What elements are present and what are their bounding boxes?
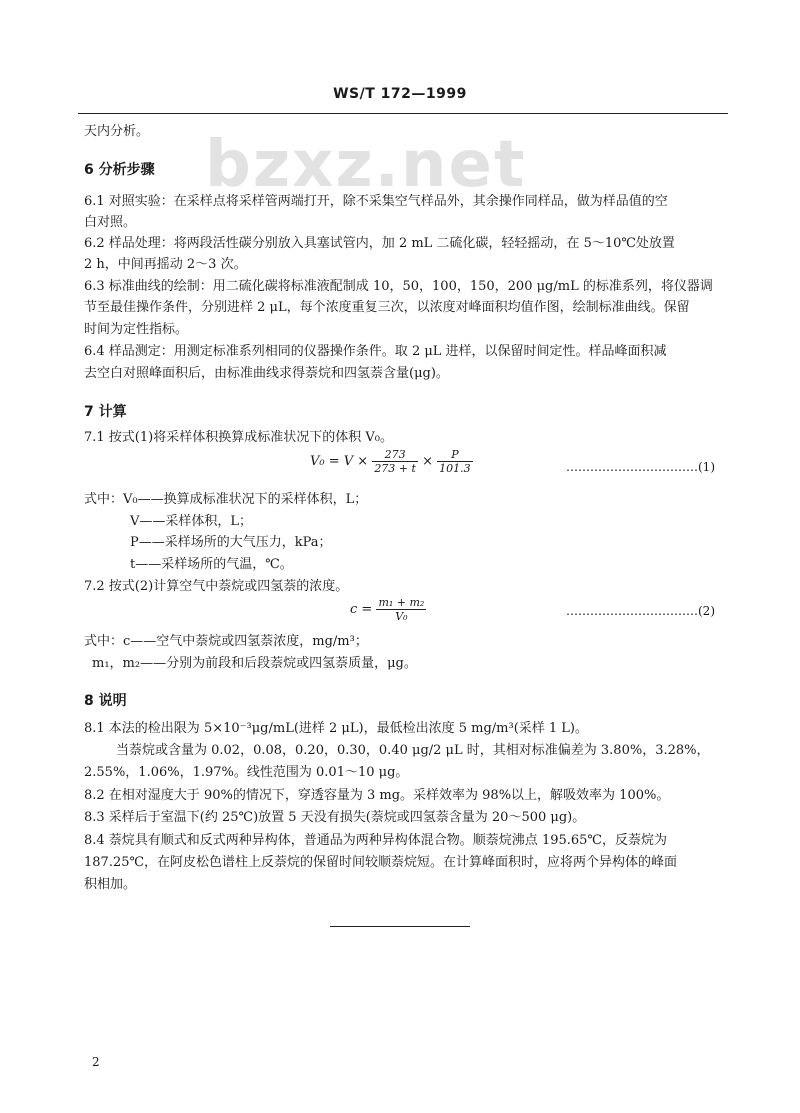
header-rule	[78, 113, 728, 114]
text-line: m₁，m₂——分别为前段和后段萘烷或四氢萘质量，μg。	[92, 656, 417, 671]
equation-2	[350, 596, 426, 623]
eq1-f1-numerator: 273	[372, 448, 418, 462]
eq2-number: ……………………………(2)	[566, 604, 715, 618]
eq1-f2-numerator: P	[437, 448, 473, 462]
text-line: 当萘烷或含量为 0.02，0.08，0.20，0.30，0.40 μg/2 μL 时，其相对标准偏差为 3.80%，3.28%，	[116, 743, 710, 758]
text-line: 天内分析。	[84, 124, 150, 139]
section-heading: 6 分析步骤	[84, 162, 155, 178]
eq1-fraction-2	[437, 448, 473, 475]
eq1-number: ……………………………(1)	[566, 460, 715, 474]
text-line: 6.4 样品测定：用测定标准系列相同的仪器操作条件。取 2 μL 进样，以保留时间定性。样品峰面积减	[84, 344, 667, 359]
text-line: 6.3 标准曲线的绘制：用二硫化碳将标准液配制成 10，50，100，150，200 μg/mL 的标准系列，将仪器调	[84, 279, 713, 294]
eq1-lhs: V₀ = V ×	[310, 454, 369, 469]
text-line: 8.4 萘烷具有顺式和反式两种异构体，普通品为两种异构体混合物。顺萘烷沸点 195.65℃，反萘烷为	[84, 833, 667, 848]
eq1-f2-denominator: 101.3	[439, 462, 471, 475]
text-line: t——采样场所的气温，℃。	[130, 557, 293, 572]
eq2-numerator: m₁ + m₂	[378, 596, 425, 609]
watermark: bzxz.net	[205, 128, 527, 202]
eq1-f1-denominator: 273 + t	[374, 462, 416, 475]
text-line: 2 h，中间再摇动 2～3 次。	[84, 257, 247, 272]
text-line: 去空白对照峰面积后，由标准曲线求得萘烷和四氢萘含量(μg)。	[84, 366, 449, 381]
eq2-denominator: V₀	[395, 610, 408, 623]
eq2-fraction	[376, 596, 426, 623]
text-line: 6.1 对照实验：在采样点将采样管两端打开，除不采集空气样品外，其余操作同样品，做为样品值的空	[84, 194, 668, 209]
text-line: 7.1 按式(1)将采样体积换算成标准状况下的体积 V₀。	[84, 430, 393, 445]
text-line: 节至最佳操作条件，分别进样 2 μL，每个浓度重复三次，以浓度对峰面积均值作图，绘制标准曲线。保留	[84, 300, 690, 315]
text-line: 187.25℃，在阿皮松色谱柱上反萘烷的保留时间较顺萘烷短。在计算峰面积时，应将两个异构体的峰面	[84, 855, 678, 870]
eq1-times: ×	[422, 454, 433, 469]
eq1-fraction-1	[372, 448, 418, 475]
text-line: V——采样体积，L；	[130, 514, 253, 529]
section-heading: 7 计算	[84, 404, 127, 420]
text-line: P——采样场所的大气压力，kPa；	[130, 535, 332, 550]
text-line: 8.1 本法的检出限为 5×10⁻³μg/mL(进样 2 μL)，最低检出浓度 5 mg/m³(采样 1 L)。	[84, 721, 589, 736]
text-line: 8.3 采样后于室温下(约 25℃)放置 5 天没有损失(萘烷或四氢萘含量为 20～500 μg)。	[84, 810, 586, 825]
end-rule	[330, 926, 470, 927]
text-line: 6.2 样品处理：将两段活性碳分别放入具塞试管内，加 2 mL 二硫化碳，轻轻摇动，在 5～10℃处放置	[84, 236, 675, 251]
text-line: 式中：V₀——换算成标准状况下的采样体积，L；	[84, 492, 368, 507]
text-line: 7.2 按式(2)计算空气中萘烷或四氢萘的浓度。	[84, 579, 349, 594]
page-number: 2	[92, 1055, 100, 1069]
text-line: 2.55%，1.06%，1.97%。线性范围为 0.01～10 μg。	[84, 765, 409, 780]
text-line: 时间为定性指标。	[84, 322, 189, 337]
section-heading: 8 说明	[84, 693, 127, 709]
text-line: 8.2 在相对湿度大于 90%的情况下，穿透容量为 3 mg。采样效率为 98%以上，解吸效率为 100%。	[84, 788, 670, 803]
eq2-lhs: c =	[350, 602, 373, 617]
text-line: 白对照。	[84, 215, 137, 230]
text-line: 式中：c——空气中萘烷或四氢萘浓度，mg/m³；	[84, 634, 368, 649]
document-header: WS/T 172—1999	[333, 86, 467, 102]
equation-1	[310, 448, 473, 475]
text-line: 积相加。	[84, 877, 137, 892]
